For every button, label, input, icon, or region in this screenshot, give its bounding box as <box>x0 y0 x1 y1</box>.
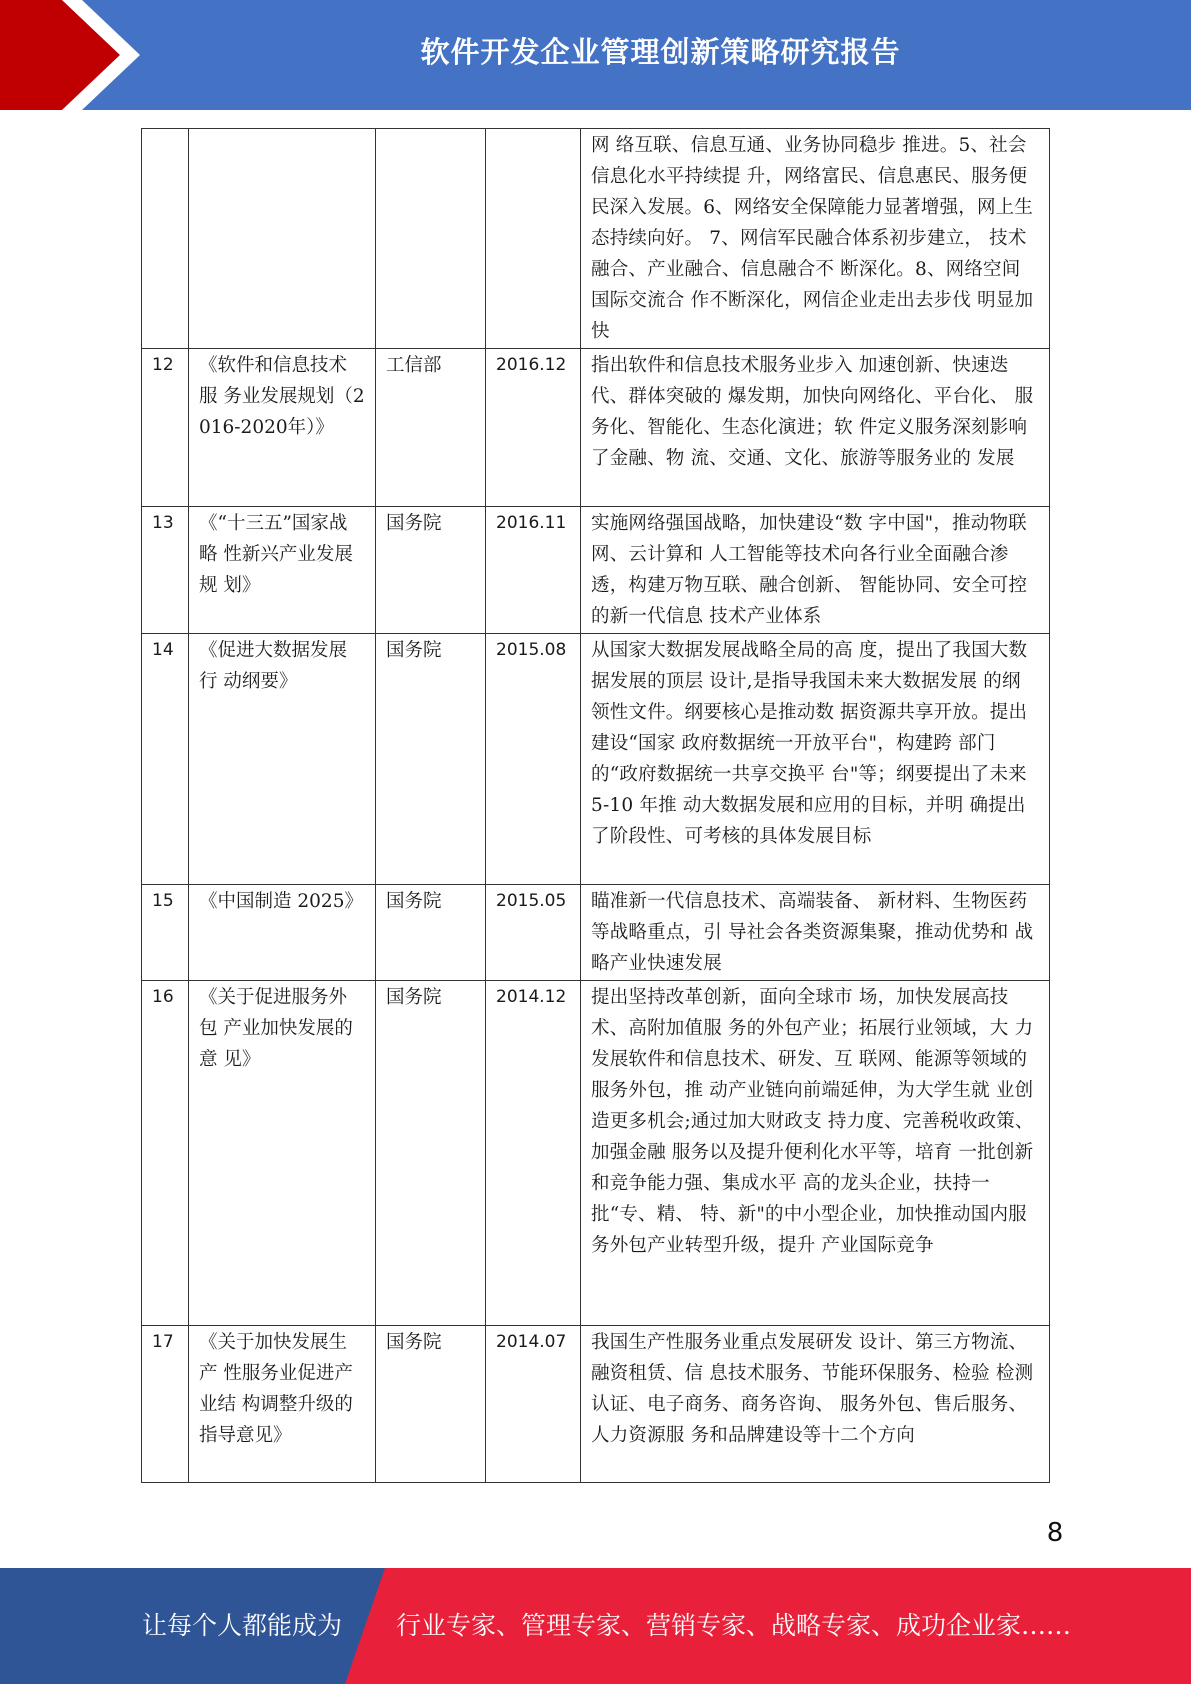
row-number <box>142 129 189 349</box>
row-number: 17 <box>142 1326 189 1483</box>
policy-title <box>189 129 376 349</box>
table-row <box>142 981 1050 1326</box>
policy-description: 从国家大数据发展战略全局的高 度，提出了我国大数据发展的顶层 设计,是指导我国未来大数据发展 的纲领性文件。纲要核心是推动数 据资源共享开放。提出建设“国家 政府数据统一开放平台"，构建跨 部门的“政府数据统一共享交换平 台"等；纲要提出了未来 5-10 年推 动大数据发展和应用的目标，并明 确提出了阶段性、可考核的具体发展目标 <box>581 634 1050 885</box>
policy-title: 《“十三五”国家战略 性新兴产业发展规 划》 <box>189 507 376 634</box>
report-title: 软件开发企业管理创新策略研究报告 <box>420 34 901 69</box>
table-row <box>142 634 1050 885</box>
row-number: 14 <box>142 634 189 885</box>
footer-slogan-right: 行业专家、管理专家、营销专家、战略专家、成功企业家…… <box>396 1611 1072 1640</box>
page-header <box>0 0 1191 110</box>
table-row <box>142 1326 1050 1483</box>
issue-date: 2016.12 <box>486 349 581 507</box>
issuing-agency <box>376 129 486 349</box>
issue-date: 2015.08 <box>486 634 581 885</box>
policy-description: 瞄准新一代信息技术、高端装备、 新材料、生物医药等战略重点，引 导社会各类资源集聚，推动优势和 战略产业快速发展 <box>581 885 1050 981</box>
policy-table <box>141 128 1050 1483</box>
issuing-agency: 国务院 <box>376 634 486 885</box>
table-row <box>142 129 1050 349</box>
policy-title: 《促进大数据发展行 动纲要》 <box>189 634 376 885</box>
issue-date: 2014.07 <box>486 1326 581 1483</box>
footer-slogan-left: 让每个人都能成为 <box>142 1611 343 1640</box>
policy-description: 实施网络强国战略，加快建设“数 字中国"，推动物联网、云计算和 人工智能等技术向各行业全面融合渗透，构建万物互联、融合创新、 智能协同、安全可控的新一代信息 技术产业体系 <box>581 507 1050 634</box>
row-number: 15 <box>142 885 189 981</box>
row-number: 13 <box>142 507 189 634</box>
policy-description: 指出软件和信息技术服务业步入 加速创新、快速迭代、群体突破的 爆发期，加快向网络化、平台化、 服务化、智能化、生态化演进；软 件定义服务深刻影响了金融、物 流、交通、文化、旅游等服务业的 发展 <box>581 349 1050 507</box>
issuing-agency: 国务院 <box>376 507 486 634</box>
issuing-agency: 国务院 <box>376 1326 486 1483</box>
policy-title: 《关于促进服务外包 产业加快发展的意 见》 <box>189 981 376 1326</box>
issue-date: 2014.12 <box>486 981 581 1326</box>
policy-description: 网 络互联、信息互通、业务协同稳步 推进。5、社会信息化水平持续提 升，网络富民、信息惠民、服务便 民深入发展。6、网络安全保障能力显著增强，网上生态持续向好。 7、网信军民融合体系初步建立， 技术融合、产业融合、信息融合不 断深化。8、网络空间国际交流合 作不断深化，网信企业走出去步伐 明显加快 <box>581 129 1050 349</box>
row-number: 16 <box>142 981 189 1326</box>
issue-date: 2016.11 <box>486 507 581 634</box>
policy-description: 提出坚持改革创新，面向全球市 场，加快发展高技术、高附加值服 务的外包产业；拓展行业领域，大 力发展软件和信息技术、研发、互 联网、能源等领域的服务外包，推 动产业链向前端延伸，为大学生就 业创造更多机会;通过加大财政支 持力度、完善税收政策、加强金融 服务以及提升便利化水平等，培育 一批创新和竞争能力强、集成水平 高的龙头企业，扶持一批“专、精、 特、新"的中小型企业，加快推动国内服务外包产业转型升级，提升 产业国际竞争 <box>581 981 1050 1326</box>
policy-title: 《关于加快发展生产 性服务业促进产业结 构调整升级的指导意见》 <box>189 1326 376 1483</box>
table-row <box>142 349 1050 507</box>
issue-date: 2015.05 <box>486 885 581 981</box>
page-footer <box>0 1568 1191 1684</box>
table-row <box>142 885 1050 981</box>
issuing-agency: 工信部 <box>376 349 486 507</box>
page-number: 8 <box>1046 1518 1064 1548</box>
table-row <box>142 507 1050 634</box>
issuing-agency: 国务院 <box>376 885 486 981</box>
issuing-agency: 国务院 <box>376 981 486 1326</box>
issue-date <box>486 129 581 349</box>
row-number: 12 <box>142 349 189 507</box>
policy-description: 我国生产性服务业重点发展研发 设计、第三方物流、融资租赁、信 息技术服务、节能环保服务、检验 检测认证、电子商务、商务咨询、 服务外包、售后服务、人力资源服 务和品牌建设等十二个方向 <box>581 1326 1050 1483</box>
policy-title: 《中国制造 2025》 <box>189 885 376 981</box>
policy-title: 《软件和信息技术服 务业发展规划（2016-2020年）》 <box>189 349 376 507</box>
